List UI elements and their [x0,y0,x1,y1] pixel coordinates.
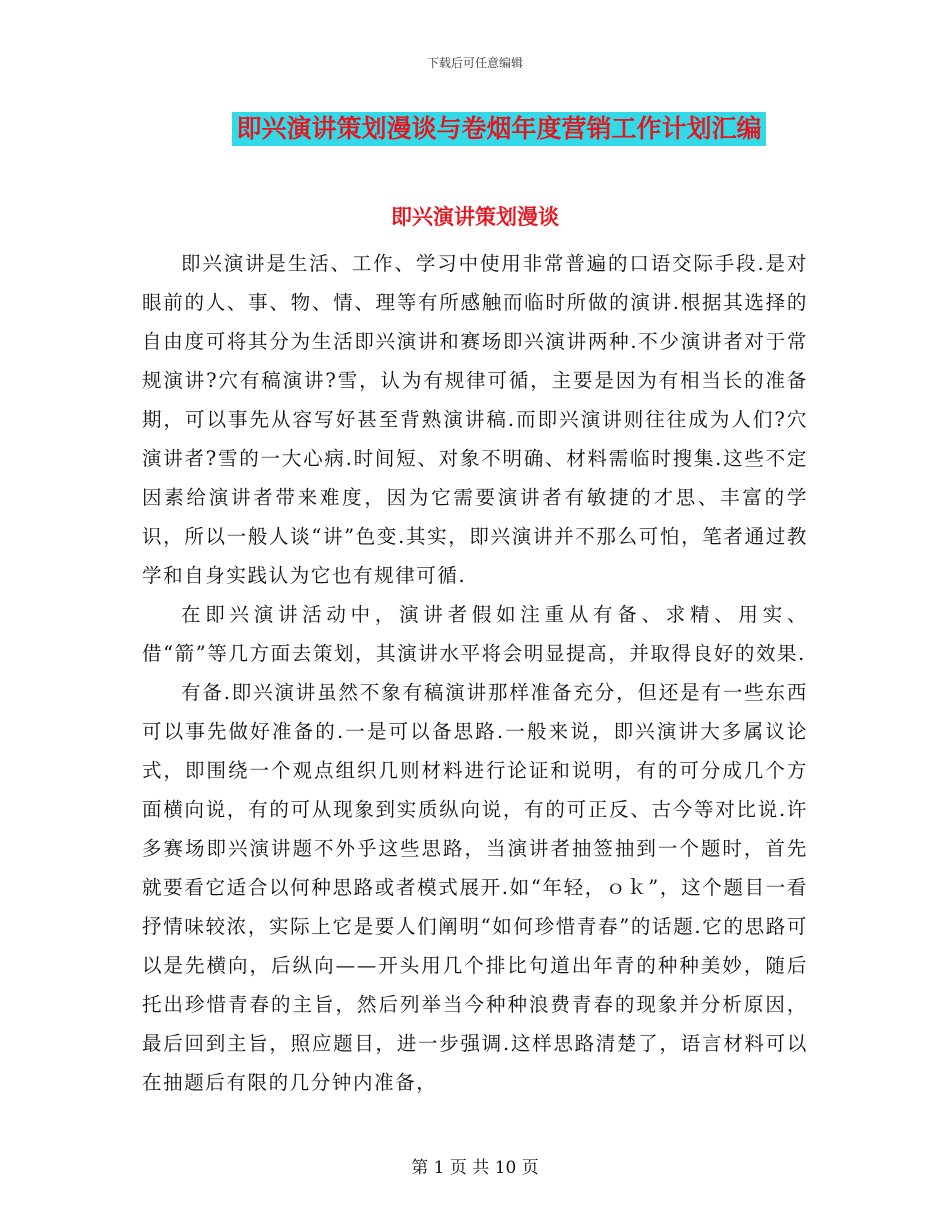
header-note: 下载后可任意编辑 [426,56,523,70]
page-footer: 第 1 页 共 10 页 [411,1158,539,1178]
document-title: 即兴演讲策划漫谈与卷烟年度营销工作计划汇编 [232,112,765,146]
paragraph-3: 有备.即兴演讲虽然不象有稿演讲那样准备充分，但还是有一些东西可以事先做好准备的.一是可以备思路.一般来说，即兴演讲大多属议论式，即围绕一个观点组织几则材料进行论证和说明，有的可分成几个方面横向说，有的可从现象到实质纵向说，有的可正反、古今等对比说.许多赛场即兴演讲题不外乎这些思路，当演讲者抽签抽到一个题时，首先就要看它适合以何种思路或者模式展开.如“年轻，ｏｋ”，这个题目一看抒情味较浓，实际上它是要人们阐明“如何珍惜青春”的话题.它的思路可以是先横向，后纵向——开头用几个排比句道出年青的种种美妙，随后托出珍惜青春的主旨，然后列举当今种种浪费青春的现象并分析原因，最后回到主旨，照应题目，进一步强调.这样思路清楚了，语言材料可以在抽题后有限的几分钟内准备， [142,681,808,1094]
section-title: 即兴演讲策划漫谈 [391,204,559,229]
paragraph-2: 在即兴演讲活动中，演讲者假如注重从有备、求精、用实、借“箭”等几方面去策划，其演讲水平将会明显提高，并取得良好的效果. [142,603,808,665]
body-text [142,244,808,1102]
document-title-wrap [0,112,950,146]
paragraph-1: 即兴演讲是生活、工作、学习中使用非常普遍的口语交际手段.是对眼前的人、事、物、情、理等有所感触而临时所做的演讲.根据其选择的自由度可将其分为生活即兴演讲和赛场即兴演讲两种.不少演讲者对于常规演讲?穴有稿演讲?雪，认为有规律可循，主要是因为有相当长的准备期，可以事先从容写好甚至背熟演讲稿.而即兴演讲则往往成为人们?穴演讲者?雪的一大心病.时间短、对象不明确、材料需临时搜集.这些不定因素给演讲者带来难度，因为它需要演讲者有敏捷的才思、丰富的学识，所以一般人谈“讲”色变.其实，即兴演讲并不那么可怕，笔者通过教学和自身实践认为它也有规律可循. [142,252,808,587]
